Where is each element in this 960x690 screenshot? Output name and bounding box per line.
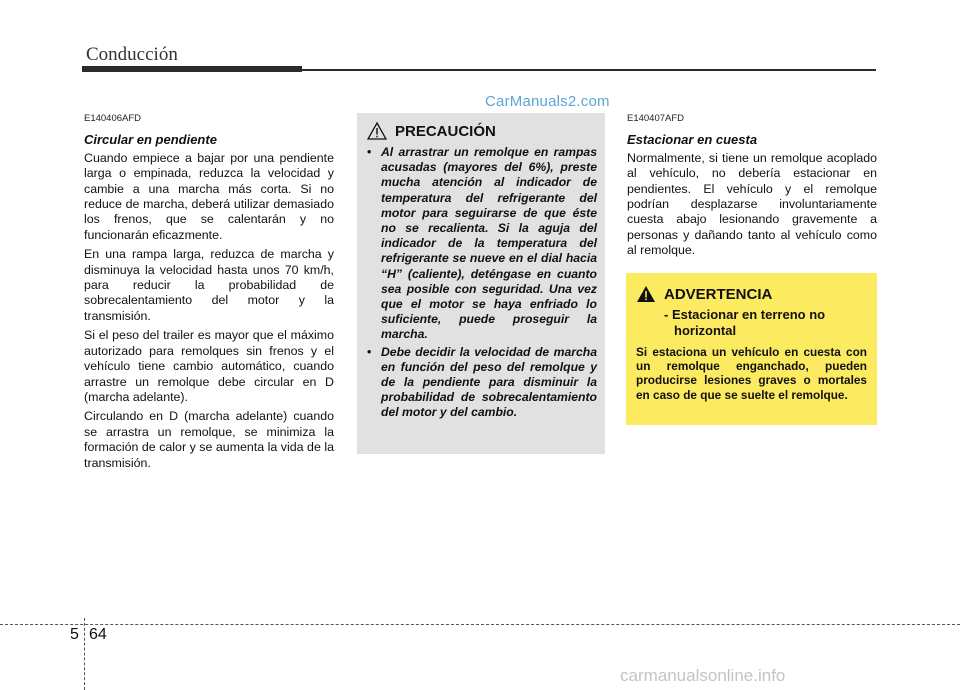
- paragraph: Circulando en D (marcha adelante) cuando se arrastra un remolque, se minimiza la formación de calor y se aumenta la vida de la transmisión.: [84, 409, 334, 470]
- caution-triangle-icon: [367, 122, 387, 140]
- section-subtitle: Circular en pendiente: [84, 132, 217, 148]
- warning-box: [626, 273, 877, 425]
- caution-title: PRECAUCIÓN: [395, 122, 496, 140]
- warning-body: Si estaciona un vehículo en cuesta con un remolque enganchado, pueden producirse lesiones graves o mortales en caso de que se suelte el remolque.: [636, 345, 867, 402]
- section-subtitle: Estacionar en cuesta: [627, 132, 758, 148]
- caution-header: [367, 119, 605, 143]
- header-rule-thick: [82, 66, 302, 72]
- warning-triangle-icon: [636, 285, 656, 303]
- section-code: E140407AFD: [627, 113, 685, 124]
- right-column: [627, 111, 877, 263]
- footer-divider-horizontal: [0, 624, 960, 625]
- paragraph: Si el peso del trailer es mayor que el máximo autorizado para remolques sin frenos y el vehículo tiene cambio automático, cuando arrastre un remolque debe circular en D (marcha adelante).: [84, 328, 334, 404]
- caution-box: [357, 113, 605, 454]
- page-header-title: Conducción: [86, 44, 178, 65]
- page-number: 64: [89, 626, 107, 643]
- header-rule-thin: [302, 69, 876, 71]
- warning-subtitle: - Estacionar en terreno no horizontal: [664, 307, 826, 338]
- watermark-top: CarManuals2.com: [485, 93, 610, 110]
- warning-header: [636, 285, 877, 303]
- paragraph: En una rampa larga, reduzca de marcha y disminuya la velocidad hasta unos 70 km/h, para reducir la probabilidad de sobrecalentamiento del motor y la transmisión.: [84, 247, 334, 323]
- chapter-number: 5: [70, 626, 79, 643]
- caution-item: • Al arrastrar un remolque en rampas acusadas (mayores del 6%), preste mucha atención al indicador de temperatura del refrigerante del motor para seguirarse de que éste no se recalienta. Si la aguja del indicador de la temperatura del refrigerante se nueve en el dial hacia “H” (caliente), deténgase en cuanto sea posible con seguridad. Una vez que el motor se haya enfriado lo suficiente, puede proseguir la marcha.: [367, 145, 597, 343]
- paragraph: Normalmente, si tiene un remolque acoplado al vehículo, no debería estacionar en pendientes. El vehículo y el remolque podrían desplazarse involuntariamente cuesta abajo lesionando gravemente a personas y dañando tanto al vehículo como al remolque.: [627, 150, 877, 258]
- footer-divider-vertical: [84, 618, 85, 690]
- caution-item: • Debe decidir la velocidad de marcha en función del peso del remolque y de la pendiente para disminuir la probabilidad de sobrecalentamiento del motor y del cambio.: [367, 345, 597, 421]
- left-column: [84, 111, 334, 475]
- watermark-bottom: carmanualsonline.info: [620, 666, 786, 685]
- section-code: E140406AFD: [84, 113, 142, 124]
- warning-title: ADVERTENCIA: [664, 285, 773, 303]
- paragraph: Cuando empiece a bajar por una pendiente larga o empinada, reduzca la velocidad y cambie a una marcha más corta. Si no reduce de marcha, deberá utilizar demasiado los frenos, que se calentarán y no funcionarán eficazmente.: [84, 150, 334, 242]
- caution-list: [367, 145, 597, 421]
